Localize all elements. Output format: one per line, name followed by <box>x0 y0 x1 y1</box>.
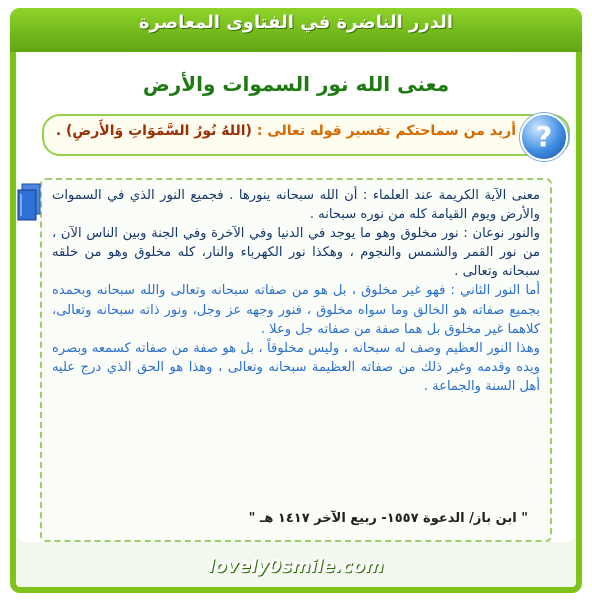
page-title: معنى الله نور السموات والأرض <box>142 72 450 96</box>
book-icon <box>16 182 42 222</box>
answer-paragraph-3: أما النور الثاني : فهو غير مخلوق ، بل هو من صفاته سبحانه وتعالى والله سبحانه وبحمده بجميع صفاته هو الخالق وما سواه مخلوق ، فنور وجهه عز وجل، ونور ذاته سبحانه وتعالى، كلاهما غير مخلوق بل هما صفة من صفاته جل وعلا . <box>52 283 540 337</box>
answer-text <box>52 186 540 396</box>
question-label: أريد من سماحتكم تفسير قوله تعالى : <box>256 123 516 139</box>
source-citation: " ابن باز/ الدعوة ١٥٥٧- ربيع الآخر ١٤١٧ هـ " <box>248 511 528 526</box>
question-mark-icon: ? <box>520 113 568 161</box>
question-text <box>56 123 516 139</box>
answer-paragraph-4: وهذا النور العظيم وصف له سبحانه ، وليس مخلوقاً ، بل هو صفة من صفاته كسمعه وبصره ويده وقدمه وغير ذلك من صفاته العظيمة سبحانه وتعالى ، وهذا هو الحق الذي درج عليه أهل السنة والجماعة . <box>52 340 540 394</box>
header-title: الدرر الناضرة في الفتاوى المعاصرة <box>138 12 454 33</box>
answer-paragraph-1: معنى الآية الكريمة عند العلماء : أن الله سبحانه ينورها . فجميع النور الذي في السموات والأرض ويوم القيامة كله من نوره سبحانه . <box>52 188 540 223</box>
answer-paragraph-2: والنور نوعان : نور مخلوق وهو ما يوجد في الدنيا وفي الآخرة وفي الجنة وبين الناس الآن ، من نور القمر والشمس والنجوم ، وهكذا نور الكهرباء والنار، كله مخلوق وهو من خلقه سبحانه وتعالى . <box>52 226 540 280</box>
question-ayah: (اللهُ نُورُ السَّمَوَاتِ وَالأَرضِ) . <box>55 123 252 139</box>
footer-site: lovely0smile.com <box>208 556 384 577</box>
